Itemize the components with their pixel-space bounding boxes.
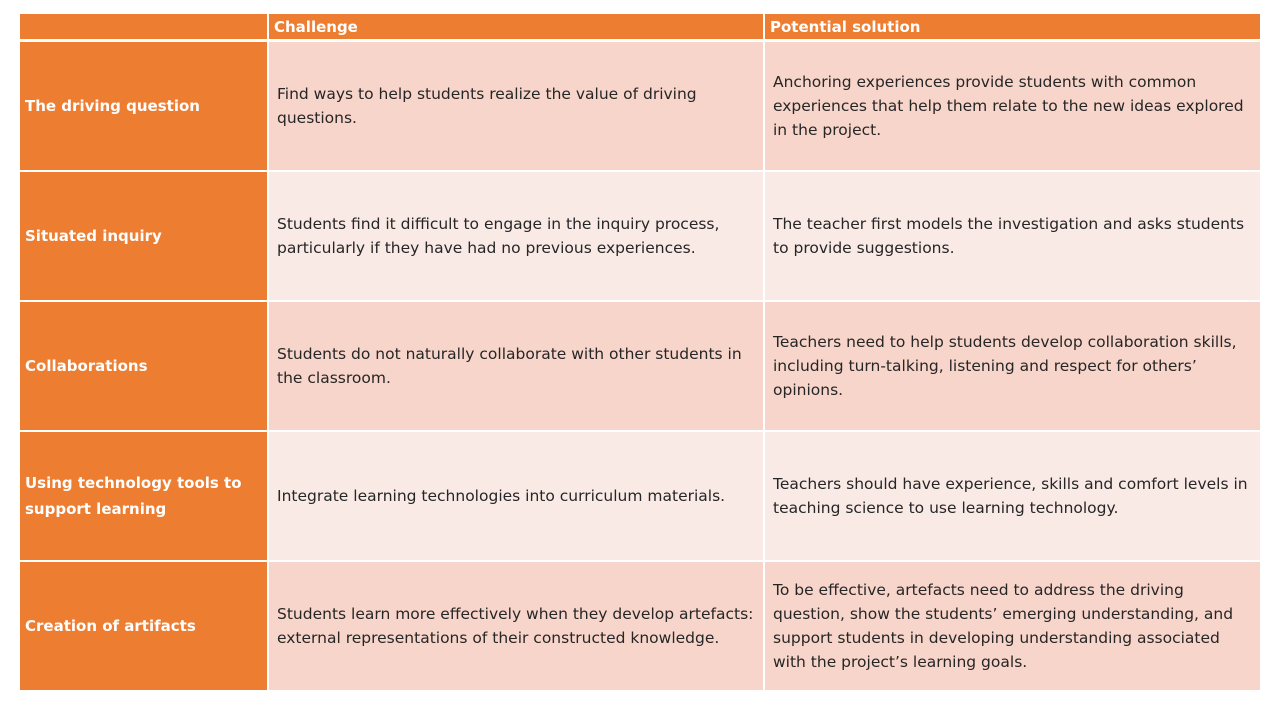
row-label: Creation of artifacts (20, 561, 268, 690)
header-empty-cell (20, 14, 268, 41)
row-label: The driving question (20, 41, 268, 172)
challenge-cell: Students do not naturally collaborate with other students in the classroom. (268, 301, 764, 431)
challenge-cell: Students learn more effectively when they develop artefacts: external representations of their constructed knowledge. (268, 561, 764, 690)
row-label: Collaborations (20, 301, 268, 431)
challenge-cell: Find ways to help students realize the value of driving questions. (268, 41, 764, 172)
row-label: Using technology tools to support learning (20, 431, 268, 561)
header-challenge: Challenge (268, 14, 764, 41)
solution-cell: Teachers should have experience, skills and comfort levels in teaching science to use learning technology. (764, 431, 1260, 561)
challenge-cell: Students find it difficult to engage in the inquiry process, particularly if they have had no previous experiences. (268, 171, 764, 301)
table-row (20, 431, 1260, 561)
solution-cell: The teacher first models the investigation and asks students to provide suggestions. (764, 171, 1260, 301)
table-row (20, 301, 1260, 431)
header-potential-solution: Potential solution (764, 14, 1260, 41)
challenges-solutions-table (20, 14, 1260, 690)
solution-cell: Teachers need to help students develop collaboration skills, including turn-talking, listening and respect for others’ opinions. (764, 301, 1260, 431)
table-row (20, 171, 1260, 301)
table-row (20, 41, 1260, 172)
challenge-cell: Integrate learning technologies into curriculum materials. (268, 431, 764, 561)
solution-cell: To be effective, artefacts need to address the driving question, show the students’ emerging understanding, and support students in developing understanding associated with the project’s learning goals. (764, 561, 1260, 690)
row-label: Situated inquiry (20, 171, 268, 301)
table-row (20, 561, 1260, 690)
solution-cell: Anchoring experiences provide students with common experiences that help them relate to the new ideas explored in the project. (764, 41, 1260, 172)
table-header-row (20, 14, 1260, 41)
